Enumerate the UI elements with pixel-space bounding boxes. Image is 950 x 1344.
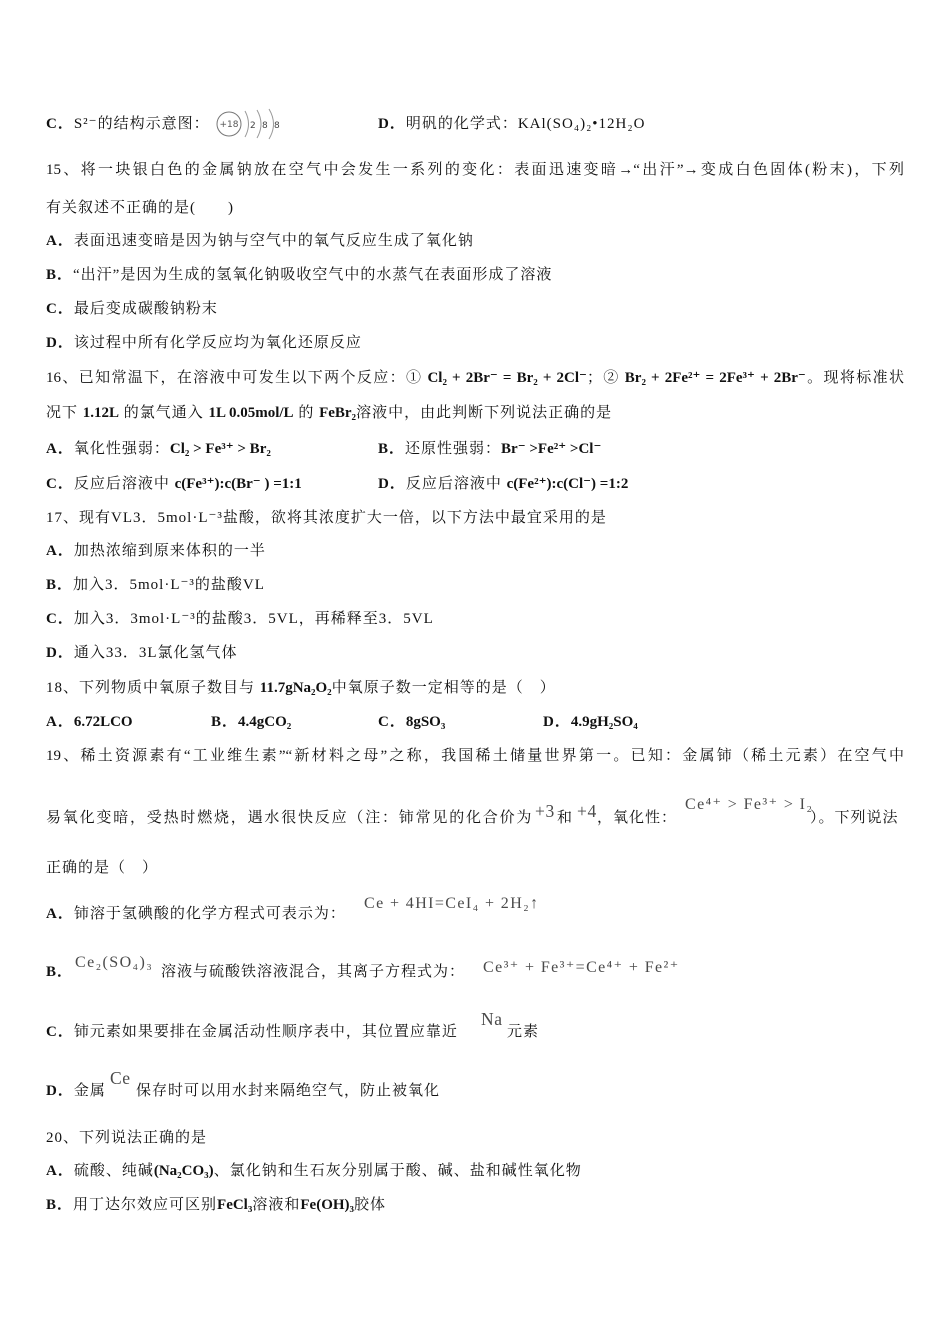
option-label: A． [46, 714, 74, 730]
q17-stem: 17、现有VL3．5mol·L⁻³盐酸，欲将其浓度扩大一倍，以下方法中最宜采用的是 [46, 510, 607, 526]
option-label: C． [46, 1024, 74, 1040]
q19-option-c [46, 1021, 458, 1043]
option-label: B． [46, 267, 74, 283]
q19-option-d-text-end: 保存时可以用水封来隔绝空气，防止被氧化 [136, 1083, 441, 1099]
q19-option-b-ionic-equation: Ce³⁺ + Fe³⁺=Ce⁴⁺ + Fe²⁺ [483, 959, 680, 976]
q15-stem-line-2: 有关叙述不正确的是( ) [46, 200, 234, 216]
reaction-equation-1: Cl₂ + 2Br⁻ = Br₂ + 2Cl⁻ [427, 370, 587, 386]
option-text: 还原性强弱： [405, 441, 502, 457]
option-label: C． [46, 116, 74, 132]
option-label: C． [46, 476, 74, 492]
ferric-hydroxide-formula: Fe(OH)₃ [300, 1197, 355, 1213]
stem-text: 。现将标准状 [805, 370, 904, 386]
q17-option-a [46, 540, 266, 562]
electron-shell-arc-2 [257, 110, 261, 138]
q19-option-c-element-symbol: Na [481, 1009, 503, 1029]
q15-option-d [46, 332, 362, 354]
option-text: 加热浓缩到原来体积的一半 [73, 543, 266, 559]
option-text: “出汗”是因为生成的氢氧化钠吸收空气中的水蒸气在表面形成了溶液 [73, 267, 553, 283]
option-value: 8gSO₃ [405, 714, 446, 730]
oxidizing-order-formula: Ce⁴⁺ > Fe³⁺ > I₂ [685, 796, 814, 813]
option-formula: Cl₂ > Fe³⁺ > Br₂ [169, 441, 271, 457]
option-text: 反应后溶液中 [73, 476, 175, 492]
q19-option-b-label [46, 961, 73, 983]
q16-stem-line-1 [46, 367, 904, 389]
option-label: D． [46, 645, 74, 661]
option-label: A． [46, 441, 74, 457]
option-text: 用丁达尔效应可区别 [73, 1197, 218, 1213]
q19-option-c-text-end: 元素 [507, 1024, 540, 1040]
valence-plus-3: +3 [535, 801, 555, 821]
option-text: 加入3．5mol·L⁻³的盐酸VL [73, 577, 265, 593]
option-label: A． [46, 233, 74, 249]
option-text: 最后变成碳酸钠粉末 [73, 301, 218, 317]
option-label: B． [378, 441, 406, 457]
option-label: B． [46, 964, 74, 980]
q20-stem: 20、下列说法正确的是 [46, 1130, 208, 1146]
stem-text: 中氧原子数一定相等的是（ ） [331, 680, 556, 696]
q15-option-b [46, 264, 552, 286]
electron-shell-arc-1 [245, 111, 249, 137]
option-text: 、氯化钠和生石灰分别属于酸、碱、盐和碱性氧化物 [213, 1163, 582, 1179]
q19-option-d-element-symbol: Ce [110, 1068, 131, 1088]
option-text: 胶体 [354, 1197, 387, 1213]
q17-option-d [46, 642, 238, 664]
option-label: D． [543, 714, 571, 730]
q15-option-c [46, 298, 218, 320]
option-value: 4.4gCO₂ [238, 714, 292, 730]
q18-stem [46, 677, 556, 699]
reference-mass: 11.7gNa₂O₂ [259, 680, 332, 696]
option-text: 明矾的化学式：KAl(SO₄)₂•12H₂O [405, 116, 646, 132]
shell-electrons-3: 8 [274, 121, 280, 131]
option-label: D． [378, 116, 406, 132]
q14-option-d [378, 113, 645, 135]
option-label: A． [46, 906, 74, 922]
option-text: 该过程中所有化学反应均为氧化还原反应 [73, 335, 362, 351]
q19-stem-line-2-part-1: 易氧化变暗，受热时燃烧，遇水很快反应（注：铈常见的化合价为 [46, 810, 534, 826]
q16-option-a [46, 438, 271, 460]
option-text: 铈元素如果要排在金属活动性顺序表中，其位置应靠近 [73, 1024, 458, 1040]
option-label: A． [46, 543, 74, 559]
reaction-equation-2: Br₂ + 2Fe²⁺ = 2Fe³⁺ + 2Br⁻ [624, 370, 806, 386]
option-label: B． [46, 577, 74, 593]
q19-stem-line-2-part-2: 和 [557, 810, 574, 826]
option-text: 加入3．3mol·L⁻³的盐酸3．5VL，再稀释至3．5VL [73, 611, 434, 627]
soda-ash-formula: (Na₂CO₃) [153, 1163, 214, 1179]
option-label: C． [46, 301, 74, 317]
option-text: 铈溶于氢碘酸的化学方程式可表示为： [73, 906, 346, 922]
option-text: 溶液和 [252, 1197, 301, 1213]
q19-option-b-salt-formula: Ce₂(SO₄)₃ [75, 954, 154, 971]
option-text: 表面迅速变暗是因为钠与空气中的氧气反应生成了氧化钠 [73, 233, 474, 249]
stem-text: 况下 [46, 405, 83, 421]
q19-option-d [46, 1080, 106, 1102]
q16-option-b [378, 438, 601, 460]
option-label: C． [46, 611, 74, 627]
q19-stem-line-2-part-4: ）。下列说法 [810, 810, 899, 826]
q20-option-a [46, 1160, 582, 1182]
shell-electrons-2: 8 [262, 121, 268, 131]
stem-text: 18、下列物质中氧原子数目与 [46, 680, 260, 696]
option-label: B． [211, 714, 239, 730]
stem-text: 的氯气通入 [119, 405, 209, 421]
q16-option-d [378, 473, 628, 495]
chlorine-volume: 1.12L [82, 405, 120, 421]
q17-option-c [46, 608, 434, 630]
option-value: 4.9gH₂SO₄ [570, 714, 638, 730]
q16-option-c [46, 473, 302, 495]
q19-option-a-equation: Ce + 4HI=CeI₄ + 2H₂↑ [364, 895, 540, 912]
q19-stem-line-1: 19、稀土资源素有“工业维生素”“新材料之母”之称，我国稀土储量世界第一。已知：金属铈（稀土元素）在空气中 [46, 748, 904, 764]
option-text: S²⁻的结构示意图： [73, 116, 210, 132]
stem-text: 溶液中，由此判断下列说法正确的是 [356, 405, 613, 421]
q17-option-b [46, 574, 265, 596]
option-text: 硫酸、纯碱 [73, 1163, 154, 1179]
q18-option-a [46, 711, 133, 733]
option-text: 金属 [73, 1083, 106, 1099]
option-text: 反应后溶液中 [405, 476, 507, 492]
option-label: B． [46, 1197, 74, 1213]
q19-stem-line-2-part-3: ，氧化性： [597, 810, 678, 826]
option-formula: c(Fe²⁺):c(Cl⁻) =1:2 [506, 476, 629, 492]
q18-option-c [378, 711, 445, 733]
option-text: 通入33．3L氯化氢气体 [73, 645, 238, 661]
q15-stem-line-1: 15、将一块银白色的金属钠放在空气中会发生一系列的变化：表面迅速变暗→“出汗”→变成白色固体(粉末)，下列 [46, 162, 904, 178]
option-label: D． [46, 1083, 74, 1099]
q20-option-b [46, 1194, 386, 1216]
stem-text: 16、已知常温下，在溶液中可发生以下两个反应：① [46, 370, 428, 386]
q18-option-b [211, 711, 291, 733]
q16-stem-line-2 [46, 402, 612, 424]
option-label: D． [46, 335, 74, 351]
option-formula: Br⁻ >Fe²⁺ >Cl⁻ [501, 441, 602, 457]
q15-option-a [46, 230, 474, 252]
option-text: 氧化性强弱： [73, 441, 170, 457]
solute-formula: FeBr₂ [319, 405, 357, 421]
stem-text: ；② [586, 370, 625, 386]
q19-option-b-text: 溶液与硫酸铁溶液混合，其离子方程式为： [161, 964, 466, 980]
electron-shell-arc-3 [269, 109, 274, 139]
option-formula: c(Fe³⁺):c(Br⁻ ) =1:1 [174, 476, 302, 492]
q19-stem-line-3: 正确的是（ ） [46, 860, 159, 876]
option-label: C． [378, 714, 406, 730]
option-label: A． [46, 1163, 74, 1179]
option-label: D． [378, 476, 406, 492]
shell-electrons-1: 2 [250, 121, 256, 131]
ferric-chloride-formula: FeCl₃ [217, 1197, 253, 1213]
valence-plus-4: +4 [577, 801, 597, 821]
nucleus-charge: +18 [219, 120, 239, 130]
stem-text: 的 [293, 405, 320, 421]
option-value: 6.72LCO [73, 714, 133, 730]
q18-option-d [543, 711, 638, 733]
q19-option-a [46, 903, 346, 925]
q14-option-c [46, 113, 210, 135]
solution-amount: 1L 0.05mol/L [208, 405, 294, 421]
sulfide-ion-structure-diagram [214, 106, 284, 142]
